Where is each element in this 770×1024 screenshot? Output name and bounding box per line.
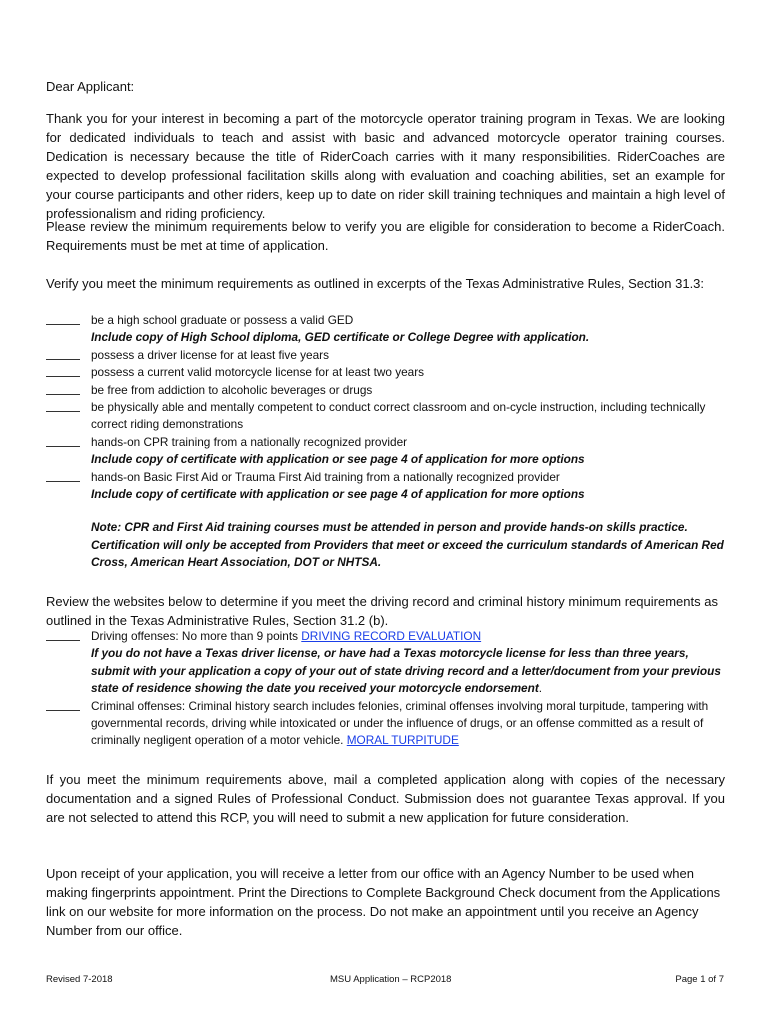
moral-turpitude-link[interactable]: MORAL TURPITUDE — [346, 733, 459, 748]
requirement-item: be free from addiction to alcoholic beverages or drugs — [46, 382, 726, 399]
driving-offenses-item: Driving offenses: No more than 9 points DRIVING RECORD EVALUATION If you do not have a Texas driver license, or have had a Texas motorcycle license for less than three years, submit with your application a copy of your out of state driving record and a letter/document from your previous state of residence showing the date you received your motorcycle endorsement. — [46, 628, 726, 698]
receipt-paragraph: Upon receipt of your application, you will receive a letter from our office with an Agency Number to be used when making fingerprints appointment. Print the Directions to Complete Background Check document from the Applications link on our website for more information on the process. Do not make an appointment until you receive an Agency Number from our office. — [46, 866, 721, 938]
checkbox-blank[interactable] — [46, 324, 80, 325]
checkbox-blank[interactable] — [46, 640, 80, 641]
checkbox-blank[interactable] — [46, 710, 80, 711]
mail-paragraph: If you meet the minimum requirements above, mail a completed application along with copies of the necessary documentation and a signed Rules of Professional Conduct. Submission does not guarantee Texas approval. If you are not selected to attend this RCP, you will need to submit a new application for future consideration. — [46, 772, 725, 825]
cpr-note: Note: CPR and First Aid training courses must be attended in person and provide hands-on skills practice. Certification will only be accepted from Providers that meet or exceed the curriculum standards of American Red Cross, American Heart Association, DOT or NHTSA. — [91, 520, 724, 570]
verify-paragraph: Verify you meet the minimum requirements as outlined in excerpts of the Texas Administrative Rules, Section 31.3: — [46, 276, 705, 291]
websites-paragraph: Review the websites below to determine if you meet the driving record and criminal history minimum requirements as outlined in the Texas Administrative Rules, Section 31.2 (b). — [46, 594, 718, 628]
requirement-item: possess a driver license for at least five years — [46, 347, 726, 364]
checkbox-blank[interactable] — [46, 394, 80, 395]
offenses-list — [46, 628, 726, 750]
requirement-item: hands-on Basic First Aid or Trauma First Aid training from a nationally recognized provider Include copy of certificate with application or see page 4 of application for more options — [46, 469, 726, 504]
checkbox-blank[interactable] — [46, 376, 80, 377]
footer-page-number: Page 1 of 7 — [675, 974, 724, 985]
requirement-item: be physically able and mentally competent to conduct correct classroom and on-cycle instruction, including technically correct riding demonstrations — [46, 399, 726, 434]
checkbox-blank[interactable] — [46, 446, 80, 447]
criminal-offenses-item: Criminal offenses: Criminal history search includes felonies, criminal offenses involving moral turpitude, tampering with governmental records, driving while intoxicated or under the influence of drugs, or an offense committed as a result of criminally negligent operation of a motor vehicle. MORAL TURPITUDE — [46, 698, 726, 750]
footer-revised: Revised 7-2018 — [46, 974, 113, 985]
requirement-item: be a high school graduate or possess a valid GED Include copy of High School diploma, GED certificate or College Degree with application. — [46, 312, 726, 347]
requirements-list — [46, 312, 726, 503]
checkbox-blank[interactable] — [46, 411, 80, 412]
footer-title: MSU Application – RCP2018 — [330, 974, 452, 985]
checkbox-blank[interactable] — [46, 481, 80, 482]
driving-record-link[interactable]: DRIVING RECORD EVALUATION — [301, 629, 482, 643]
greeting: Dear Applicant: — [46, 79, 135, 94]
checkbox-blank[interactable] — [46, 359, 80, 360]
requirement-item: hands-on CPR training from a nationally recognized provider Include copy of certificate with application or see page 4 of application for more options — [46, 434, 726, 469]
requirement-item: possess a current valid motorcycle license for at least two years — [46, 364, 726, 381]
review-paragraph: Please review the minimum requirements below to verify you are eligible for consideration to become a RiderCoach. Requirements must be met at time of application. — [46, 219, 725, 253]
intro-paragraph: Thank you for your interest in becoming a part of the motorcycle operator training program in Texas. We are looking for dedicated individuals to teach and assist with basic and advanced motorcycle operator training courses. Dedication is necessary because the title of RiderCoach carries with it many responsibilities. RiderCoaches are expected to develop professional facilitation skills along with evaluation and coaching abilities, set an example for your course participants and other riders, keep up to date on rider skill training techniques and maintain a high level of professionalism and riding proficiency. — [46, 111, 725, 221]
